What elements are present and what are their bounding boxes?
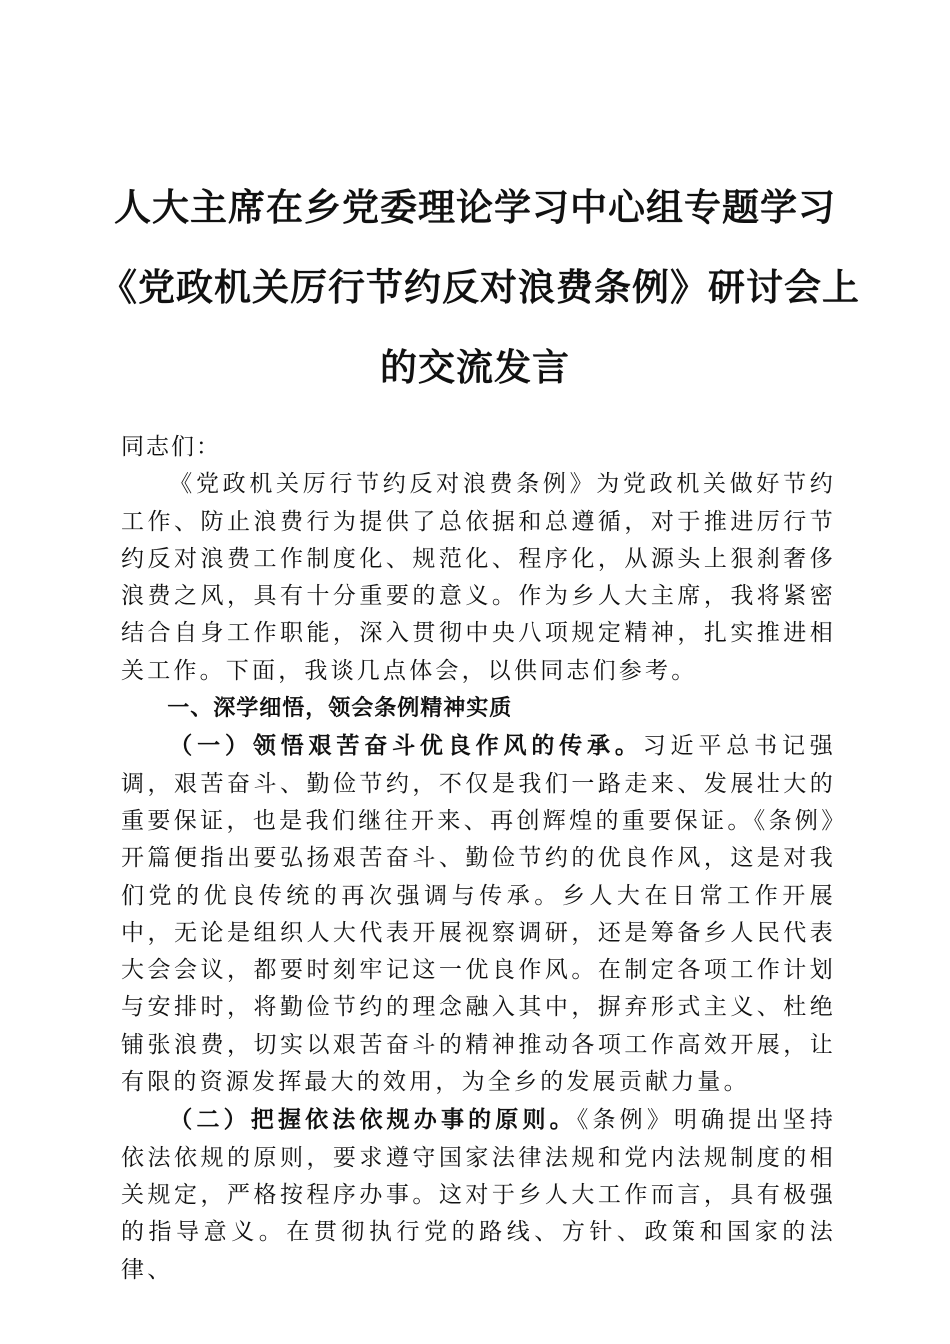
point-1-text: 习近平总书记强调，艰苦奋斗、勤俭节约，不仅是我们一路走来、发展壮大的重要保证，也是我们继往开来、再创辉煌的重要保证。《条例》开篇便指出要弘扬艰苦奋斗、勤俭节约的优良作风，这是对我们党的优良传统的再次强调与传承。乡人大在日常工作开展中，无论是组织人大代表开展视察调研，还是筹备乡人民代表大会会议，都要时刻牢记这一优良作风。在制定各项工作计划与安排时，将勤俭节约的理念融入其中，摒弃形式主义、杜绝铺张浪费，切实以艰苦奋斗的精神推动各项工作高效开展，让有限的资源发挥最大的效用，为全乡的发展贡献力量。 [121, 733, 836, 1096]
document-title [100, 168, 860, 408]
point-2-paragraph [121, 1101, 836, 1288]
title-line-2: 《党政机关厉行节约反对浪费条例》研讨会上 [100, 266, 860, 309]
point-2-lead: （二）把握依法依规办事的原则。 [169, 1106, 577, 1134]
point-1-paragraph [121, 727, 836, 1101]
title-line-1: 人大主席在乡党委理论学习中心组专题学习 [114, 186, 836, 229]
document-body [121, 429, 836, 1289]
section-heading-1: 一、深学细悟，领会条例精神实质 [167, 696, 513, 722]
title-line-3: 的交流发言 [380, 346, 570, 389]
salutation: 同志们： [121, 434, 221, 460]
point-2-text: 《条例》明确提出坚持依法依规的原则，要求遵守国家法律法规和党内法规制度的相关规定，严格按程序办事。这对于乡人大工作而言，具有极强的指导意义。在贯彻执行党的路线、方针、政策和国家的法律、 [121, 1107, 837, 1283]
intro-paragraph: 《党政机关厉行节约反对浪费条例》为党政机关做好节约工作、防止浪费行为提供了总依据和总遵循，对于推进厉行节约反对浪费工作制度化、规范化、程序化，从源头上狠刹奢侈浪费之风，具有十分重要的意义。作为乡人大主席，我将紧密结合自身工作职能，深入贯彻中央八项规定精神，扎实推进相关工作。下面，我谈几点体会，以供同志们参考。 [121, 471, 836, 684]
point-1-lead: （一）领悟艰苦奋斗优良作风的传承。 [169, 732, 643, 760]
